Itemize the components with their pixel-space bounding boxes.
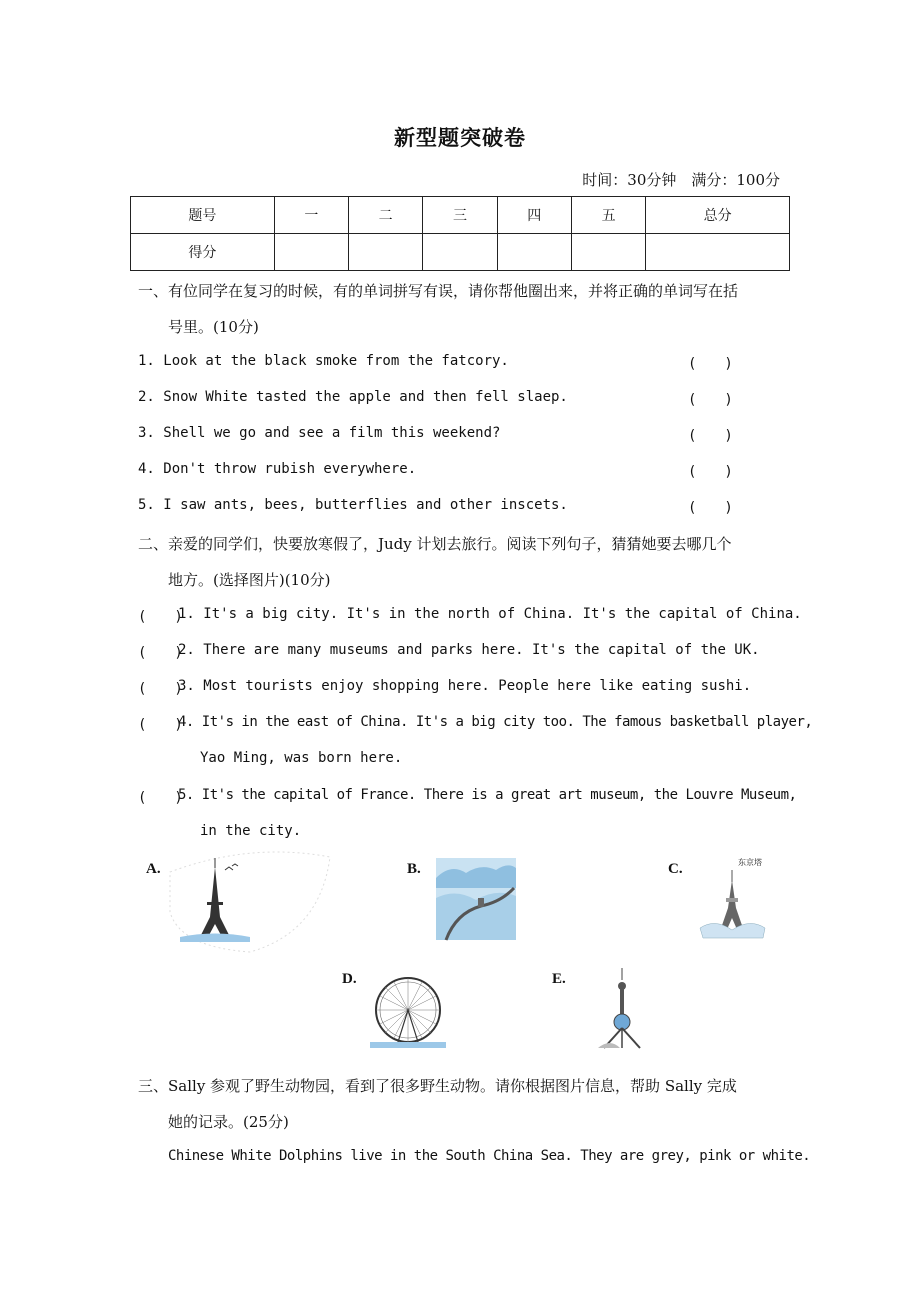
answer-blank[interactable]: ( )	[688, 464, 733, 480]
oriental-pearl-tower-icon[interactable]	[590, 968, 650, 1050]
score-cell[interactable]	[646, 234, 790, 271]
section1-item-3: 3. Shell we go and see a film this weekend?	[138, 425, 501, 441]
score-cell[interactable]	[497, 234, 571, 271]
answer-blank[interactable]: ( )	[688, 356, 733, 372]
header-cell: 四	[497, 197, 571, 234]
section2-item-1: 1. It's a big city. It's in the north of China. It's the capital of China.	[178, 606, 802, 622]
section2-item-4-cont: Yao Ming, was born here.	[200, 750, 403, 766]
section1-instruction-cont: 号里。(10分)	[168, 318, 259, 336]
section1-item-5: 5. I saw ants, bees, butterflies and other inscets.	[138, 497, 568, 513]
score-cell[interactable]	[274, 234, 348, 271]
page-title: 新型题突破卷	[394, 125, 526, 150]
tokyo-tower-caption: 东京塔	[738, 858, 762, 867]
section1-item-4: 4. Don't throw rubish everywhere.	[138, 461, 417, 477]
score-cell[interactable]	[423, 234, 497, 271]
picture-label-c: C.	[668, 861, 683, 877]
header-cell: 题号	[131, 197, 275, 234]
answer-blank[interactable]: ( )	[138, 717, 183, 733]
picture-label-b: B.	[407, 861, 421, 877]
header-cell: 三	[423, 197, 497, 234]
score-table-score-row	[131, 234, 790, 271]
section3-instruction: 三、Sally 参观了野生动物园，看到了很多野生动物。请你根据图片信息，帮助 Sally 完成	[138, 1077, 737, 1095]
section2-item-5: 5. It's the capital of France. There is a great art museum, the Louvre Museum,	[178, 787, 797, 803]
answer-blank[interactable]: ( )	[138, 645, 183, 661]
section3-instruction-cont: 她的记录。(25分)	[168, 1113, 289, 1131]
header-cell: 二	[349, 197, 423, 234]
answer-blank[interactable]: ( )	[688, 500, 733, 516]
section1-instruction: 一、有位同学在复习的时候，有的单词拼写有误，请你帮他圈出来，并将正确的单词写在括	[138, 282, 739, 300]
section2-item-5-cont: in the city.	[200, 823, 302, 839]
eiffel-tower-icon[interactable]	[170, 852, 330, 952]
score-row-label: 得分	[131, 234, 275, 271]
score-cell[interactable]	[571, 234, 645, 271]
header-cell: 五	[571, 197, 645, 234]
tokyo-tower-icon[interactable]	[695, 868, 770, 943]
score-table-header-row	[131, 197, 790, 234]
header-cell: 总分	[646, 197, 790, 234]
answer-blank[interactable]: ( )	[138, 681, 183, 697]
answer-blank[interactable]: ( )	[688, 392, 733, 408]
answer-blank[interactable]: ( )	[138, 790, 183, 806]
answer-blank[interactable]: ( )	[138, 609, 183, 625]
section2-item-3: 3. Most tourists enjoy shopping here. People here like eating sushi.	[178, 678, 752, 694]
picture-label-a: A.	[146, 861, 161, 877]
time-info: 时间：30分钟 满分：100分	[582, 171, 780, 189]
section2-instruction: 二、亲爱的同学们，快要放寒假了，Judy 计划去旅行。阅读下列句子，猜猜她要去哪几个	[138, 535, 732, 553]
section3-text: Chinese White Dolphins live in the South China Sea. They are grey, pink or white.	[168, 1148, 811, 1164]
section2-instruction-cont: 地方。(选择图片)(10分)	[168, 571, 331, 589]
picture-label-e: E.	[552, 971, 566, 987]
header-cell: 一	[274, 197, 348, 234]
score-table	[130, 196, 790, 271]
score-cell[interactable]	[349, 234, 423, 271]
section1-item-2: 2. Snow White tasted the apple and then fell slaep.	[138, 389, 568, 405]
section2-item-2: 2. There are many museums and parks here. It's the capital of the UK.	[178, 642, 760, 658]
great-wall-icon[interactable]	[436, 858, 516, 940]
answer-blank[interactable]: ( )	[688, 428, 733, 444]
section2-item-4: 4. It's in the east of China. It's a big city too. The famous basketball player,	[178, 714, 813, 730]
picture-label-d: D.	[342, 971, 357, 987]
london-eye-icon[interactable]	[368, 972, 448, 1052]
section1-item-1: 1. Look at the black smoke from the fatcory.	[138, 353, 509, 369]
